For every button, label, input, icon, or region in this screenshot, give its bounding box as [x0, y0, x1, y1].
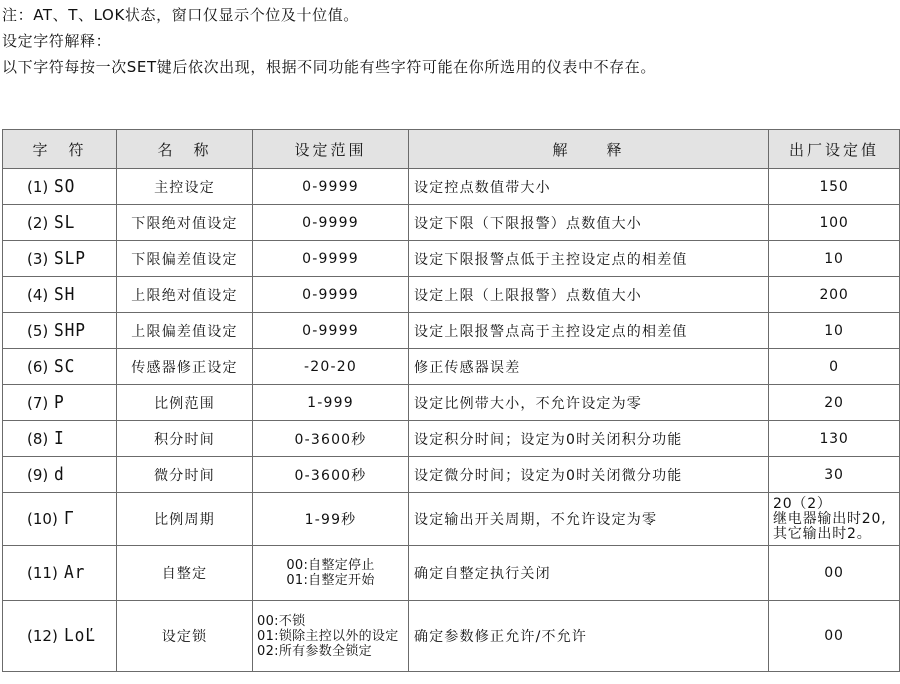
segment-code: SL: [54, 211, 76, 233]
cell-default: 200: [769, 277, 900, 313]
cell-explanation: 设定控点数值带大小: [409, 169, 769, 205]
row-index: (12): [27, 627, 58, 645]
cell-name: 上限偏差值设定: [117, 313, 253, 349]
cell-default: 10: [769, 241, 900, 277]
table-row: [3, 457, 900, 493]
header-default: 出厂设定值: [769, 130, 900, 169]
cell-range: 0-9999: [253, 205, 409, 241]
parameter-table: [2, 129, 900, 672]
cell-name: 上限绝对值设定: [117, 277, 253, 313]
cell-range: 1-999: [253, 385, 409, 421]
cell-symbol: [3, 421, 117, 457]
segment-code: I: [54, 427, 65, 449]
table-row: [3, 546, 900, 601]
cell-default: 20（2） 继电器输出时20, 其它输出时2。: [769, 493, 900, 546]
cell-explanation: 设定上限（上限报警）点数值大小: [409, 277, 769, 313]
cell-name: 设定锁: [117, 601, 253, 672]
cell-explanation: 设定下限报警点低于主控设定点的相差值: [409, 241, 769, 277]
cell-name: 下限绝对值设定: [117, 205, 253, 241]
cell-name: 下限偏差值设定: [117, 241, 253, 277]
cell-range: 0-9999: [253, 277, 409, 313]
cell-range: 1-99秒: [253, 493, 409, 546]
cell-name: 自整定: [117, 546, 253, 601]
row-index: (7): [27, 393, 49, 412]
cell-explanation: 修正传感器误差: [409, 349, 769, 385]
table-row: [3, 421, 900, 457]
cell-symbol: [3, 205, 117, 241]
table-header-row: [3, 130, 900, 169]
cell-symbol: [3, 313, 117, 349]
row-index: (8): [27, 429, 49, 448]
header-explanation: 解 释: [409, 130, 769, 169]
table-row: [3, 277, 900, 313]
table-row: [3, 601, 900, 672]
cell-symbol: [3, 277, 117, 313]
row-index: (4): [27, 285, 49, 304]
cell-default: 130: [769, 421, 900, 457]
cell-symbol: [3, 546, 117, 601]
cell-range: 0-9999: [253, 169, 409, 205]
segment-code: P: [54, 391, 65, 413]
segment-code: d: [54, 463, 65, 485]
row-index: (6): [27, 357, 49, 376]
cell-name: 比例范围: [117, 385, 253, 421]
cell-symbol: [3, 385, 117, 421]
table-row: [3, 493, 900, 546]
cell-name: 比例周期: [117, 493, 253, 546]
segment-code: SHP: [54, 319, 87, 341]
table-row: [3, 349, 900, 385]
cell-range: 0-3600秒: [253, 457, 409, 493]
cell-default: 00: [769, 601, 900, 672]
row-index: (5): [27, 321, 49, 340]
cell-default: 0: [769, 349, 900, 385]
table-row: [3, 385, 900, 421]
cell-explanation: 设定积分时间；设定为0时关闭积分功能: [409, 421, 769, 457]
instruction-line: 以下字符每按一次SET键后依次出现，根据不同功能有些字符可能在你所选用的仪表中不存在。: [2, 58, 656, 76]
cell-name: 传感器修正设定: [117, 349, 253, 385]
cell-default: 100: [769, 205, 900, 241]
cell-explanation: 设定下限（下限报警）点数值大小: [409, 205, 769, 241]
cell-explanation: 设定微分时间；设定为0时关闭微分功能: [409, 457, 769, 493]
cell-symbol: [3, 493, 117, 546]
header-name: 名 称: [117, 130, 253, 169]
row-index: (10): [27, 510, 58, 528]
cell-name: 微分时间: [117, 457, 253, 493]
cell-symbol: [3, 349, 117, 385]
cell-explanation: 确定自整定执行关闭: [409, 546, 769, 601]
table-row: [3, 241, 900, 277]
segment-code: SLP: [54, 247, 87, 269]
row-index: (2): [27, 213, 49, 232]
row-index: (9): [27, 465, 49, 484]
cell-explanation: 设定上限报警点高于主控设定点的相差值: [409, 313, 769, 349]
table-row: [3, 169, 900, 205]
cell-range: -20-20: [253, 349, 409, 385]
row-index: (1): [27, 177, 49, 196]
cell-default: 30: [769, 457, 900, 493]
table-row: [3, 313, 900, 349]
segment-code: SC: [54, 355, 76, 377]
cell-symbol: [3, 241, 117, 277]
cell-default: 10: [769, 313, 900, 349]
segment-code: SO: [54, 175, 76, 197]
definition-heading: 设定字符解释：: [2, 32, 112, 50]
cell-default: 20: [769, 385, 900, 421]
header-symbol: 字 符: [3, 130, 117, 169]
cell-explanation: 确定参数修正允许/不允许: [409, 601, 769, 672]
cell-symbol: [3, 169, 117, 205]
row-index: (11): [27, 564, 58, 582]
cell-range: 00:不锁 01:锁除主控以外的设定 02:所有参数全锁定: [253, 601, 409, 672]
cell-range: 0-9999: [253, 241, 409, 277]
note-line: 注：AT、T、LOK状态，窗口仅显示个位及十位值。: [2, 6, 359, 24]
cell-explanation: 设定比例带大小，不允许设定为零: [409, 385, 769, 421]
cell-range: 0-9999: [253, 313, 409, 349]
segment-code: Γ: [63, 508, 75, 529]
row-index: (3): [27, 249, 49, 268]
cell-default: 00: [769, 546, 900, 601]
cell-default: 150: [769, 169, 900, 205]
segment-code: SH: [54, 283, 76, 305]
segment-code: Ar: [63, 562, 86, 583]
cell-symbol: [3, 601, 117, 672]
table-row: [3, 205, 900, 241]
header-range: 设定范围: [253, 130, 409, 169]
cell-symbol: [3, 457, 117, 493]
cell-range: 00:自整定停止 01:自整定开始: [253, 546, 409, 601]
cell-range: 0-3600秒: [253, 421, 409, 457]
cell-name: 积分时间: [117, 421, 253, 457]
cell-name: 主控设定: [117, 169, 253, 205]
segment-code: LoĽ: [63, 625, 96, 646]
cell-explanation: 设定输出开关周期，不允许设定为零: [409, 493, 769, 546]
